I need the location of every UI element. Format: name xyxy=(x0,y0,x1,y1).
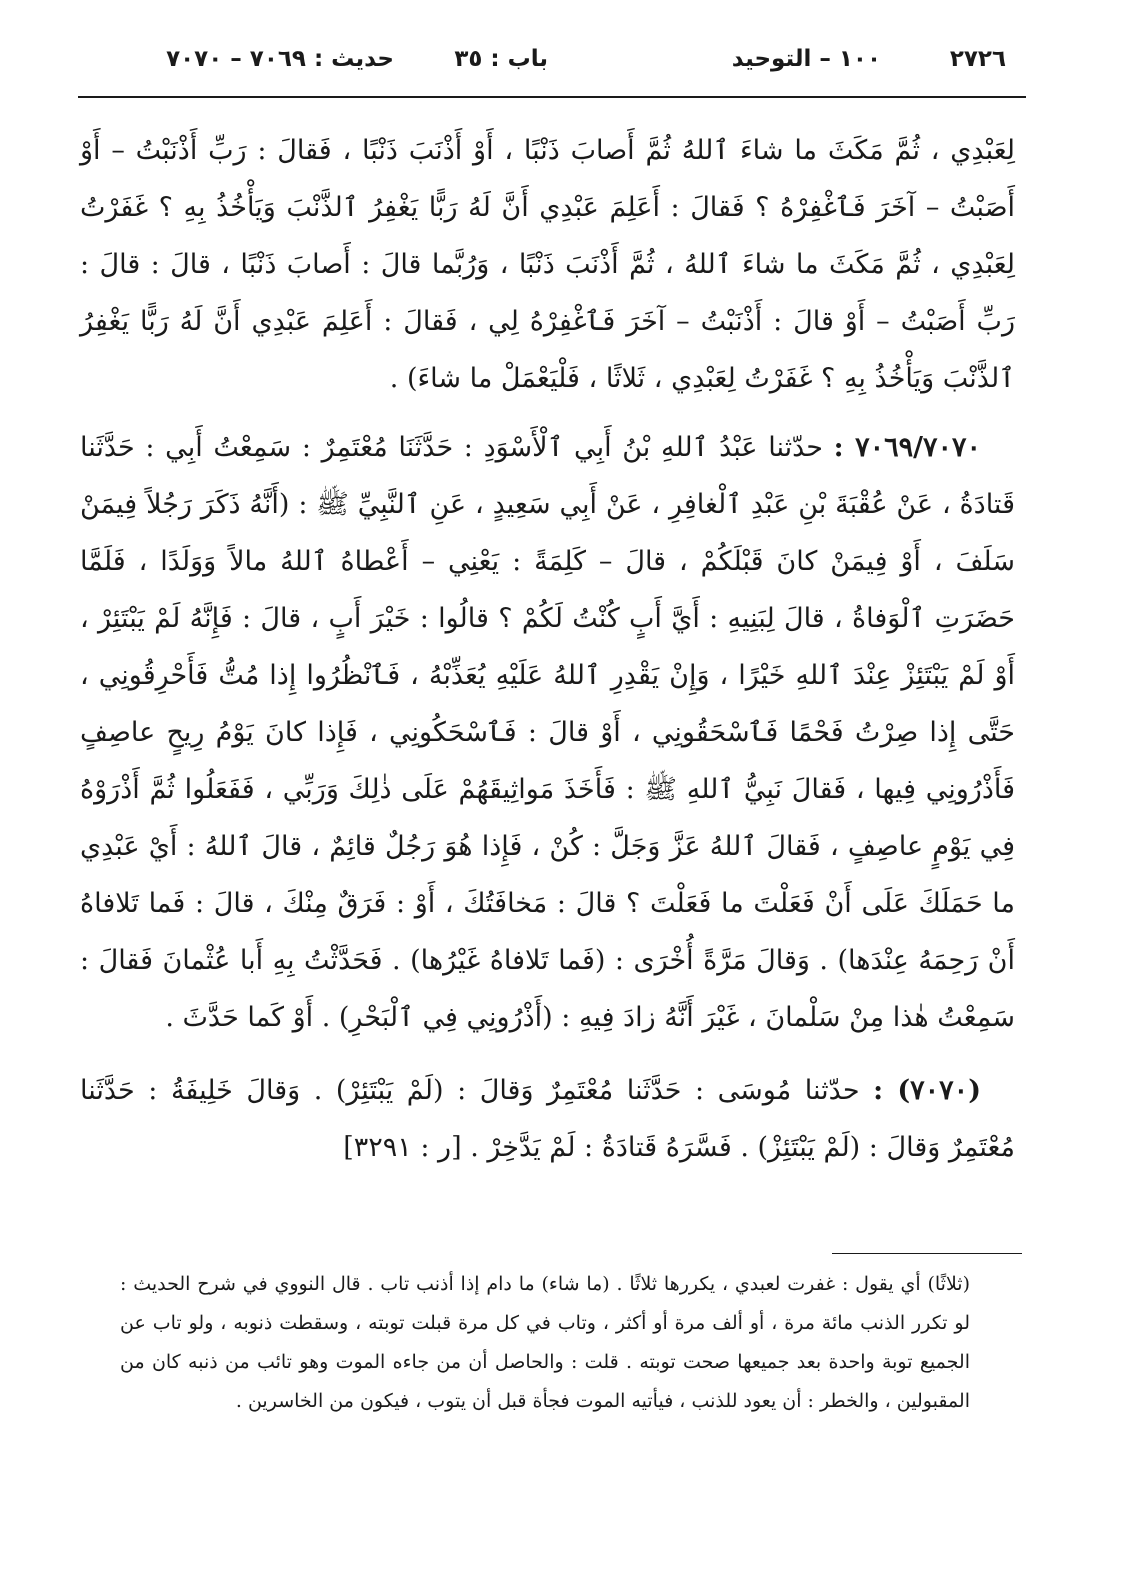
main-text xyxy=(80,122,1015,1176)
hadith-range: حديث : ٧٠٦٩ – ٧٠٧٠ xyxy=(166,46,394,72)
footnote-divider xyxy=(832,1253,1022,1254)
header-divider xyxy=(78,96,1026,98)
hadith-number: ٧٠٦٩/٧٠٧٠ : xyxy=(833,432,981,463)
hadith-7069-paragraph xyxy=(80,419,1015,1046)
hadith-continuation-paragraph: لِعَبْدِي ، ثُمَّ مَكَثَ ما شاءَ ٱللهُ ثُمَّ أَصابَ ذَنْبًا ، أَوْ أَذْنَبَ ذَنْبًا ، فَقالَ : رَبِّ أَذْنَبْتُ – أَوْ أَصَبْتُ – آخَرَ فَٱغْفِرْهُ ؟ فَقالَ : أَعَلِمَ عَبْدِي أَنَّ لَهُ رَبًّا يَغْفِرُ ٱلذَّنْبَ وَيَأْخُذُ بِهِ ؟ غَفَرْتُ لِعَبْدِي ، ثُمَّ مَكَثَ ما شاءَ ٱللهُ ، ثُمَّ أَذْنَبَ ذَنْبًا ، وَرُبَّما قالَ : أَصابَ ذَنْبًا ، قالَ : قالَ : رَبِّ أَصَبْتُ – أَوْ قالَ : أَذْنَبْتُ – آخَرَ فَٱغْفِرْهُ لِي ، فَقالَ : أَعَلِمَ عَبْدِي أَنَّ لَهُ رَبًّا يَغْفِرُ ٱلذَّنْبَ وَيَأْخُذُ بِهِ ؟ غَفَرْتُ لِعَبْدِي ، ثَلاثًا ، فَلْيَعْمَلْ ما شاءَ) . xyxy=(80,135,1015,394)
page-number: ٢٧٢٦ xyxy=(949,46,1006,72)
hadith-text: حدّثنا مُوسَى : حَدَّثَنا مُعْتَمِرٌ وَقالَ : (لَمْ يَبْتَئِرْ) . وَقالَ خَلِيفَةُ : حَدَّثَنا مُعْتَمِرٌ وَقالَ : (لَمْ يَبْتَئِزْ) . فَسَّرَهُ قَتادَةُ : لَمْ يَدَّخِرْ . [ر : ٣٢٩١] xyxy=(80,1075,1015,1163)
hadith-7070-paragraph xyxy=(80,1062,1015,1176)
book-title: ١٠٠ – التوحيد xyxy=(731,46,881,72)
hadith-text: حدّثنا عَبْدُ ٱللهِ بْنُ أَبِي ٱلْأَسْوَدِ : حَدَّثَنَا مُعْتَمِرٌ : سَمِعْتُ أَبِي : حَدَّثَنا قَتادَةُ ، عَنْ عُقْبَةَ بْنِ عَبْدِ ٱلْغافِرِ ، عَنْ أَبِي سَعِيدٍ ، عَنِ ٱلنَّبِيِّ ﷺ : (أَنَّهُ ذَكَرَ رَجُلاً فِيمَنْ سَلَفَ ، أَوْ فِيمَنْ كانَ قَبْلَكُمْ ، قالَ – كَلِمَةً : يَعْنِي – أَعْطاهُ ٱللهُ مالاً وَوَلَدًا ، فَلَمَّا حَضَرَتِ ٱلْوَفاةُ ، قالَ لِبَنِيهِ : أَيَّ أَبٍ كُنْتُ لَكُمْ ؟ قالُوا : خَيْرَ أَبٍ ، قالَ : فَإِنَّهُ لَمْ يَبْتَئِرْ ، أَوْ لَمْ يَبْتَئِزْ عِنْدَ ٱللهِ خَيْرًا ، وَإِنْ يَقْدِرِ ٱللهُ عَلَيْهِ يُعَذِّبْهُ ، فَٱنْظُرُوا إِذا مُتُّ فَأَحْرِقُونِي ، حَتَّى إِذا صِرْتُ فَحْمًا فَٱسْحَقُونِي ، أَوْ قالَ : فَٱسْحَكُونِي ، فَإِذا كانَ يَوْمُ رِيحٍ عاصِفٍ فَأَذْرُونِي فِيها ، فَقالَ نَبِيُّ ٱللهِ ﷺ : فَأَخَذَ مَواثِيقَهُمْ عَلَى ذٰلِكَ وَرَبِّي ، فَفَعَلُوا ثُمَّ أَذْرَوْهُ فِي يَوْمٍ عاصِفٍ ، فَقالَ ٱللهُ عَزَّ وَجَلَّ : كُنْ ، فَإِذا هُوَ رَجُلٌ قائِمٌ ، قالَ ٱللهُ : أَيْ عَبْدِي ما حَمَلَكَ عَلَى أَنْ فَعَلْتَ ما فَعَلْتَ ؟ قالَ : مَخافَتُكَ ، أَوْ : فَرَقٌ مِنْكَ ، قالَ : فَما تَلافاهُ أَنْ رَحِمَهُ عِنْدَها) . وَقالَ مَرَّةً أُخْرَى : (فَما تَلافاهُ غَيْرُها) . فَحَدَّثْتُ بِهِ أَبا عُثْمانَ فَقالَ : سَمِعْتُ هٰذا مِنْ سَلْمانَ ، غَيْرَ أَنَّهُ زادَ فِيهِ : (أَذْرُونِي فِي ٱلْبَحْرِ) . أَوْ كَما حَدَّثَ . xyxy=(80,432,1015,1033)
chapter-label: باب : ٣٥ xyxy=(454,46,548,72)
page-header xyxy=(96,38,1006,94)
footnotes xyxy=(120,1265,970,1421)
hadith-number: (٧٠٧٠) : xyxy=(873,1075,981,1106)
footnote-text: (ثلاثًا) أي يقول : غفرت لعبدي ، يكررها ثلاثًا . (ما شاء) ما دام إذا أذنب تاب . قال النووي في شرح الحديث : لو تكرر الذنب مائة مرة ، أو ألف مرة أو أكثر ، وتاب في كل مرة قبلت توبته ، وسقطت ذنوبه ، ولو تاب عن الجميع توبة واحدة بعد جميعها صحت توبته . قلت : والحاصل أن من جاءه الموت وهو تائب من ذنبه كان من المقبولين ، والخطر : أن يعود للذنب ، فيأتيه الموت فجأة قبل أن يتوب ، فيكون من الخاسرين . xyxy=(120,1273,970,1412)
